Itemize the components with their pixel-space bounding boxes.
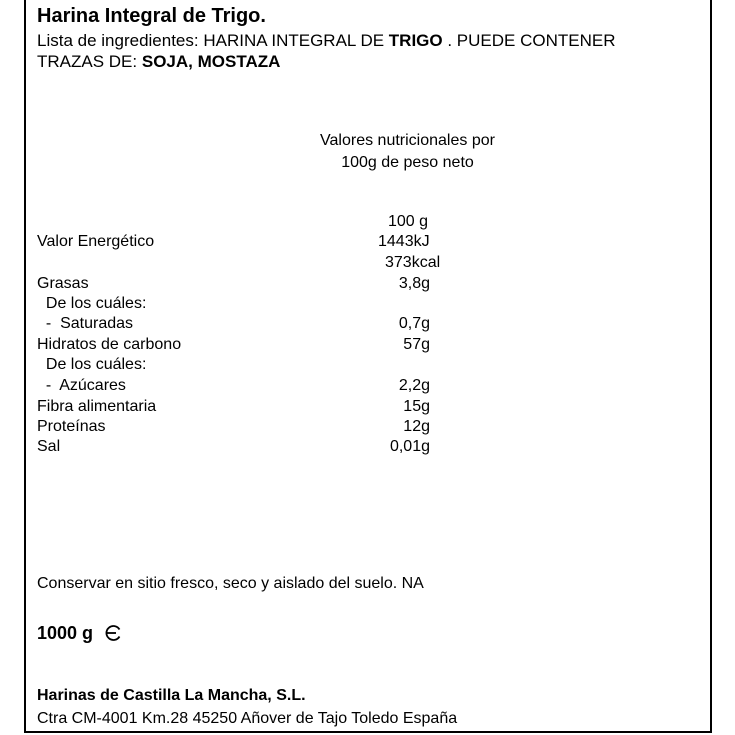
row-label: Grasas — [37, 275, 89, 292]
column-header: 100 g — [388, 213, 429, 230]
row-value: 0,7g — [398, 315, 430, 332]
company-address: Ctra CM-4001 Km.28 45250 Añover de Tajo Toledo España — [37, 710, 458, 727]
row-label: - Azúcares — [37, 377, 126, 394]
row-label: Hidratos de carbono — [37, 336, 182, 353]
row-value: 12g — [403, 418, 430, 435]
row-value: 15g — [403, 398, 430, 415]
ingredients-allergen: TRIGO — [388, 31, 443, 50]
energy-kcal: 373kcal — [385, 254, 441, 271]
row-value: 57g — [403, 336, 430, 353]
ingredients-prefix: Lista de ingredientes: HARINA INTEGRAL DE — [37, 31, 389, 50]
energy-label: Valor Energético — [37, 233, 155, 250]
traces-prefix: TRAZAS DE: — [37, 52, 142, 71]
storage-instructions: Conservar en sitio fresco, seco y aislado del suelo. NA — [37, 575, 424, 592]
ingredients-suffix: . PUEDE CONTENER — [442, 31, 616, 50]
net-weight: 1000 g — [37, 623, 94, 643]
row-label: Sal — [37, 438, 61, 455]
nutrition-header — [300, 130, 515, 174]
row-label: Proteínas — [37, 418, 106, 435]
row-value: 0,01g — [389, 438, 430, 455]
ingredients-line — [37, 32, 616, 49]
row-value: 3,8g — [398, 275, 430, 292]
row-label: Fibra alimentaria — [37, 398, 157, 415]
row-label: - Saturadas — [37, 315, 134, 332]
traces-allergens: SOJA, MOSTAZA — [141, 52, 281, 71]
product-title: Harina Integral de Trigo. — [37, 5, 266, 27]
row-label: De los cuáles: — [37, 356, 147, 373]
row-label: De los cuáles: — [37, 295, 147, 312]
nutrition-header-line2: 100g de peso neto — [341, 154, 474, 171]
energy-kj: 1443kJ — [378, 233, 430, 250]
e-mark-icon — [104, 624, 122, 642]
company-name: Harinas de Castilla La Mancha, S.L. — [37, 687, 306, 704]
row-value: 2,2g — [398, 377, 430, 394]
nutrition-header-line1: Valores nutricionales por — [320, 132, 495, 149]
traces-line — [37, 53, 280, 70]
